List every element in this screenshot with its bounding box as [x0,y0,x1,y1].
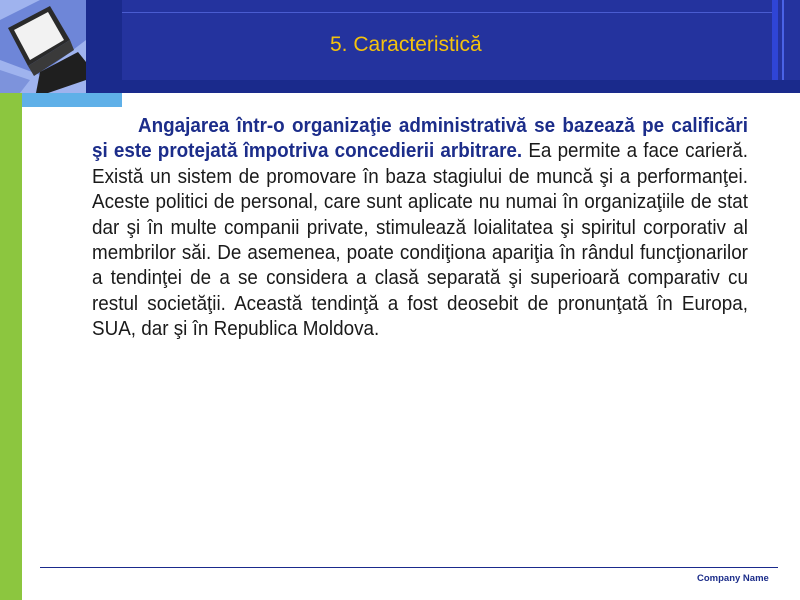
header-corner-strip [86,0,122,80]
green-accent-bar [0,107,22,600]
green-accent-top [0,93,22,107]
header-divider [122,12,772,13]
footer-divider [40,567,778,568]
body-lead-text: Angajarea într-o organizaţie administrativă se bazează pe calificări şi este protejată împotriva concedierii arbitrare. [92,114,748,163]
header-accent-bar [772,0,778,80]
slide-title: 5. Caracteristică [330,33,482,56]
footer-company-name: Company Name [697,573,769,584]
slide-body [92,113,748,342]
header-accent-bar-thin [782,0,784,80]
body-text: Ea permite a face carieră. Există un sistem de promovare în baza stagiului de muncă şi a performanţei. Aceste politici de personal, care sunt aplicate nu numai în organizaţiile de stat dar şi în multe companii private, stimulează loialitatea şi spiritul corporativ al membrilor săi. De asemenea, poate condiţiona apariţia în rândul funcţionarilor a tendinţei de a se considera a clasă separată şi superioară comparativ cu restul societăţii. Această tendinţă a fost deosebit de pronunţată în Europa, SUA, dar şi în Republica Moldova. [92,139,748,341]
computer-monitor-icon [0,0,86,93]
